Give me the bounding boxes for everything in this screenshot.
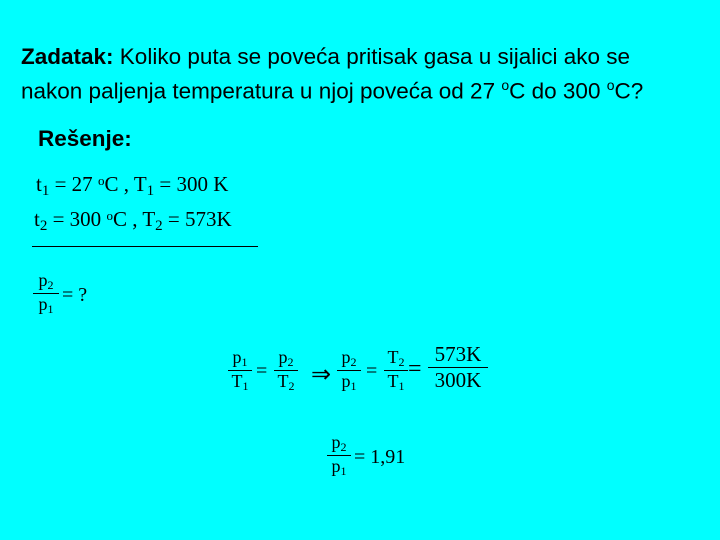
- task-text-2a: nakon paljenja temperatura u njoj poveća od 27: [21, 78, 502, 104]
- equation-fraction-p1-T1: $p_1$ $T_1$: [228, 347, 252, 394]
- equals-sign: =: [256, 360, 268, 382]
- T2-subscript: 2: [155, 218, 163, 234]
- T1-subscript: 1: [146, 183, 155, 199]
- equation-fraction-p2-p1: $p_2$ $p_1$: [337, 347, 361, 394]
- T2-symbol: T: [142, 207, 156, 231]
- t1-symbol: t: [36, 172, 42, 196]
- task-statement: [21, 42, 643, 106]
- fraction-numerator: 573K: [434, 342, 482, 366]
- task-text-1: Koliko puta se poveća pritisak gasa u sijalici ako se: [119, 44, 631, 69]
- given-divider: [32, 246, 258, 247]
- equation-fraction-p2-T2: $p_2$ $T_2$: [274, 347, 298, 394]
- degree-sign: o: [606, 77, 615, 93]
- fraction-numerator: $p_2$: [38, 270, 54, 292]
- T2-value: = 573K: [162, 207, 232, 231]
- degree-sign: o: [106, 208, 113, 223]
- equation-fraction-T2-T1: $T_2$ $T_1$: [384, 347, 408, 394]
- task-line-1: [21, 42, 643, 71]
- t1-value: = 27: [49, 172, 98, 196]
- result-value: = 1,91: [354, 446, 406, 468]
- t1-subscript: 1: [41, 183, 50, 199]
- t1-unit: C ,: [104, 172, 134, 196]
- t2-subscript: 2: [39, 218, 48, 234]
- degree-sign: o: [501, 77, 510, 93]
- solution-label: Rešenje:: [38, 126, 132, 151]
- task-text-2b: C do 300: [509, 78, 607, 104]
- given-line-2: [34, 207, 232, 235]
- T1-value: = 300 K: [154, 172, 229, 196]
- given-line-1: [36, 172, 228, 200]
- result-fraction: $p_2$ $p_1$: [327, 432, 351, 479]
- task-label: Zadatak:: [21, 44, 114, 69]
- t2-symbol: t: [34, 207, 40, 231]
- t2-value: = 300: [47, 207, 107, 231]
- implies-arrow-icon: ⇒: [311, 362, 332, 388]
- degree-sign: o: [97, 173, 105, 188]
- unknown-fraction: [33, 270, 59, 317]
- fraction-denominator: $p_1$: [38, 294, 54, 316]
- equals-sign: =: [408, 356, 422, 382]
- T1-symbol: T: [133, 172, 147, 196]
- t2-unit: C ,: [112, 207, 143, 231]
- task-text-2c: C?: [614, 78, 644, 104]
- unknown-rhs: = ?: [62, 284, 88, 306]
- equals-sign: =: [366, 360, 378, 382]
- fraction-denominator: 300K: [434, 368, 482, 392]
- task-line-2: [21, 71, 643, 106]
- equation-fraction-573K-300K: [428, 342, 488, 393]
